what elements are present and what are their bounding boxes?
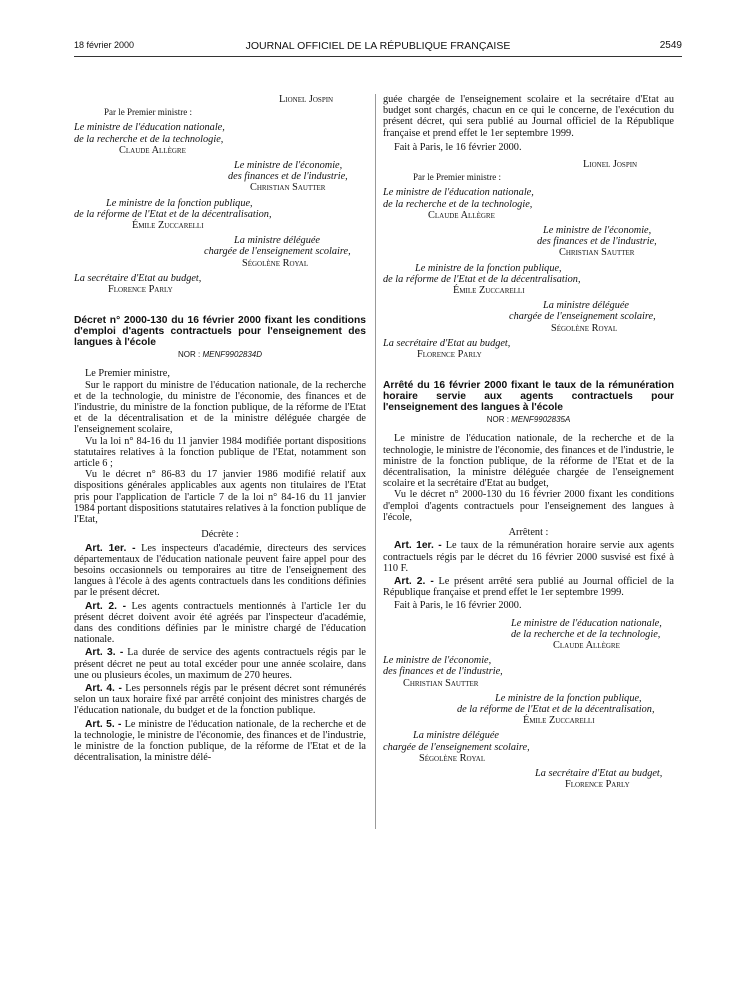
art-label: Art. 4. - xyxy=(85,682,122,694)
page-number: 2549 xyxy=(659,40,682,51)
decret-p2: Sur le rapport du ministre de l'éducation nationale, de la recherche et de la technologie, du ministre de l'économie, des finances et de l'industrie, du ministre de la fonction publique, de la réforme de l'Etat et de la décentralisation et de la ministre déléguée chargée de l'enseignement scolaire, xyxy=(74,379,366,436)
eco-name: Christian Sautter xyxy=(559,247,635,259)
decret-nor xyxy=(74,349,366,360)
arrete-p2: Vu le décret n° 2000-130 du 16 février 2000 fixant les conditions d'emploi d'agents contractuels pour l'enseignement des langues à l'école, xyxy=(383,489,674,523)
md-title-2: chargée de l'enseignement scolaire, xyxy=(204,246,351,258)
decret-title: Décret n° 2000-130 du 16 février 2000 fixant les conditions d'emploi d'agents contractuels pour l'enseignement des langues à l'école xyxy=(74,315,366,349)
fp-title-1: Le ministre de la fonction publique, xyxy=(495,692,642,704)
eco-name: Christian Sautter xyxy=(403,677,479,689)
edu-title-1: Le ministre de l'éducation nationale, xyxy=(74,122,225,134)
sb-name: Florence Parly xyxy=(417,349,482,361)
header-date: 18 février 2000 xyxy=(74,40,135,50)
eco-title-2: des finances et de l'industrie, xyxy=(383,666,503,678)
md-title-2: chargée de l'enseignement scolaire, xyxy=(383,741,530,753)
md-title-1: La ministre déléguée xyxy=(543,300,629,312)
column-divider xyxy=(375,94,376,829)
decret-art-2 xyxy=(74,601,366,646)
md-title-1: La ministre déléguée xyxy=(413,730,499,742)
edu-name: Claude Allègre xyxy=(553,639,620,651)
md-name: Ségolène Royal xyxy=(242,257,309,269)
md-name: Ségolène Royal xyxy=(551,322,618,334)
sb-name: Florence Parly xyxy=(108,284,173,296)
art-text: Les agents contractuels mentionnés à l'article 1er du présent décret doivent avoir été agréés par l'inspecteur d'académie, dans des conditions définies par le ministre chargé de l'éducation nationale. xyxy=(74,600,366,646)
fait-a-paris-1: Fait à Paris, le 16 février 2000. xyxy=(394,141,522,153)
art-label: Art. 1er. - xyxy=(85,542,136,554)
arrete-art-2 xyxy=(383,576,674,598)
arrete-nor xyxy=(383,414,674,425)
art-text: Le ministre de l'éducation nationale, de la recherche et de la technologie, le ministre de l'économie, des finances et de l'industrie, le ministre de la fonction publique, de la réforme de l'Etat et de la décentralisation, la ministre délé- xyxy=(74,718,366,764)
edu-title-1: Le ministre de l'éducation nationale, xyxy=(383,187,534,199)
left-column xyxy=(74,94,366,765)
edu-title-2: de la recherche et de la technologie, xyxy=(383,198,533,210)
fp-title-2: de la réforme de l'Etat et de la décentralisation, xyxy=(74,208,272,220)
art-text: Le taux de la rémunération horaire servie aux agents contractuels régis par le décret du 16 février 2000 susvisé est fixé à 110 F. xyxy=(383,540,675,574)
eco-title-1: Le ministre de l'économie, xyxy=(383,655,492,667)
decret-p4: Vu le décret n° 86-83 du 17 janvier 1986 modifié relatif aux dispositions générales applicables aux agents non titulaires de l'Etat pris pour l'application de l'article 7 de la loi n° 84-16 du 11 janvier 1984 portant dispositions statutaires relatives à la fonction publique de l'Etat, xyxy=(74,469,366,526)
pm-name: Lionel Jospin xyxy=(583,159,638,171)
md-title-1: La ministre déléguée xyxy=(234,235,320,247)
sb-title: La secrétaire d'Etat au budget, xyxy=(74,272,202,284)
decret-art-1 xyxy=(74,543,366,599)
art-text: Les personnels régis par le présent décret sont rémunérés selon un taux horaire fixé par arrêté conjoint des ministres chargés de l'éducation nationale, du budget et de la fonction publique. xyxy=(74,682,366,717)
pm-name: Lionel Jospin xyxy=(279,94,334,105)
art-text: Les inspecteurs d'académie, directeurs des services départementaux de l'éducation nationale peuvent faire appel pour des besoins occasionnels ou temporaires au titre de l'enseignement des langues à l'école à des agents contractuels dans les conditions définies par le présent décret. xyxy=(74,542,366,599)
md-name: Ségolène Royal xyxy=(419,752,486,764)
signature-block-1 xyxy=(383,159,674,360)
decret-art-5 xyxy=(74,719,366,764)
sb-title: La secrétaire d'Etat au budget, xyxy=(383,337,511,349)
art-label: Art. 2. - xyxy=(394,575,434,587)
eco-name: Christian Sautter xyxy=(250,182,326,194)
art-label: Art. 2. - xyxy=(85,600,127,612)
decret-p3: Vu la loi n° 84-16 du 11 janvier 1984 modifiée portant dispositions statutaires relatives à la fonction publique de l'Etat, notamment son article 6 ; xyxy=(74,435,366,470)
sb-title: La secrétaire d'Etat au budget, xyxy=(535,767,663,779)
art-label: Art. 3. - xyxy=(85,647,124,659)
edu-name: Claude Allègre xyxy=(119,144,186,156)
nor-code: MENF9902835A xyxy=(511,415,571,425)
par-le-premier-ministre: Par le Premier ministre : xyxy=(104,107,192,118)
nor-label: NOR : xyxy=(486,415,509,425)
decret-p1: Le Premier ministre, xyxy=(85,368,170,380)
page-header xyxy=(74,40,682,54)
arrete-art-1 xyxy=(383,540,674,574)
decret-continuation: guée chargée de l'enseignement scolaire et la secrétaire d'Etat au budget sont chargés, chacun en ce qui le concerne, de l'exécution du présent décret, qui sera publié au Journal officiel de la République française et prend effet le 1er septembre 1999. xyxy=(383,94,674,139)
par-le-premier-ministre: Par le Premier ministre : xyxy=(413,172,501,183)
fp-title-2: de la réforme de l'Etat et de la décentralisation, xyxy=(457,703,655,715)
fp-title-1: Le ministre de la fonction publique, xyxy=(106,197,253,209)
fp-name: Émile Zuccarelli xyxy=(523,715,595,727)
fp-name: Émile Zuccarelli xyxy=(132,220,204,232)
signature-block-2 xyxy=(383,618,674,791)
header-rule xyxy=(74,56,682,57)
fait-a-paris-2: Fait à Paris, le 16 février 2000. xyxy=(394,600,522,612)
art-label: Art. 1er. - xyxy=(394,540,442,552)
decret-art-4 xyxy=(74,683,366,717)
eco-title-1: Le ministre de l'économie, xyxy=(234,160,343,172)
eco-title-2: des finances et de l'industrie, xyxy=(537,236,657,248)
nor-label: NOR : xyxy=(177,350,201,360)
art-label: Art. 5. - xyxy=(85,718,122,730)
eco-title-2: des finances et de l'industrie, xyxy=(228,171,348,183)
arrete-title: Arrêté du 16 février 2000 fixant le taux de la rémunération horaire servie aux agents contractuels pour l'enseignement des langues à l'école xyxy=(383,380,674,414)
edu-title-1: Le ministre de l'éducation nationale, xyxy=(511,617,662,629)
decret-art-3 xyxy=(74,647,366,681)
fp-title-1: Le ministre de la fonction publique, xyxy=(415,262,562,274)
art-text: La durée de service des agents contractuels régis par le présent décret ne peut au total excéder pour une année scolaire, dans une ou plusieurs écoles, un maximum de 270 heures. xyxy=(74,647,367,681)
edu-title-2: de la recherche et de la technologie, xyxy=(511,628,661,640)
md-title-2: chargée de l'enseignement scolaire, xyxy=(509,311,656,323)
sb-name: Florence Parly xyxy=(565,779,630,791)
arrete-p1: Le ministre de l'éducation nationale, de la recherche et de la technologie, le ministre de l'économie, des finances et de l'industrie, le ministre de la fonction publique, de la réforme de l'Etat et de la décentralisation, la ministre déléguée chargée de l'enseignement scolaire et la secrétaire d'Etat au budget, xyxy=(383,433,674,490)
art-text: Le présent arrêté sera publié au Journal officiel de la République française et prend effet le 1er septembre 1999. xyxy=(383,575,674,599)
right-column xyxy=(383,94,674,790)
fp-title-2: de la réforme de l'Etat et de la décentralisation, xyxy=(383,273,581,285)
arrete-section xyxy=(383,380,674,611)
fp-name: Émile Zuccarelli xyxy=(453,285,525,297)
journal-title: JOURNAL OFFICIEL DE LA RÉPUBLIQUE FRANÇAISE xyxy=(245,40,511,52)
decrete: Décrète : xyxy=(201,529,239,541)
signature-block-top xyxy=(74,94,366,295)
edu-title-2: de la recherche et de la technologie, xyxy=(74,133,224,145)
edu-name: Claude Allègre xyxy=(428,209,495,221)
arretent: Arrêtent : xyxy=(508,527,549,539)
nor-code: MENF9902834D xyxy=(202,350,263,360)
decret-section xyxy=(74,315,366,763)
eco-title-1: Le ministre de l'économie, xyxy=(543,225,652,237)
